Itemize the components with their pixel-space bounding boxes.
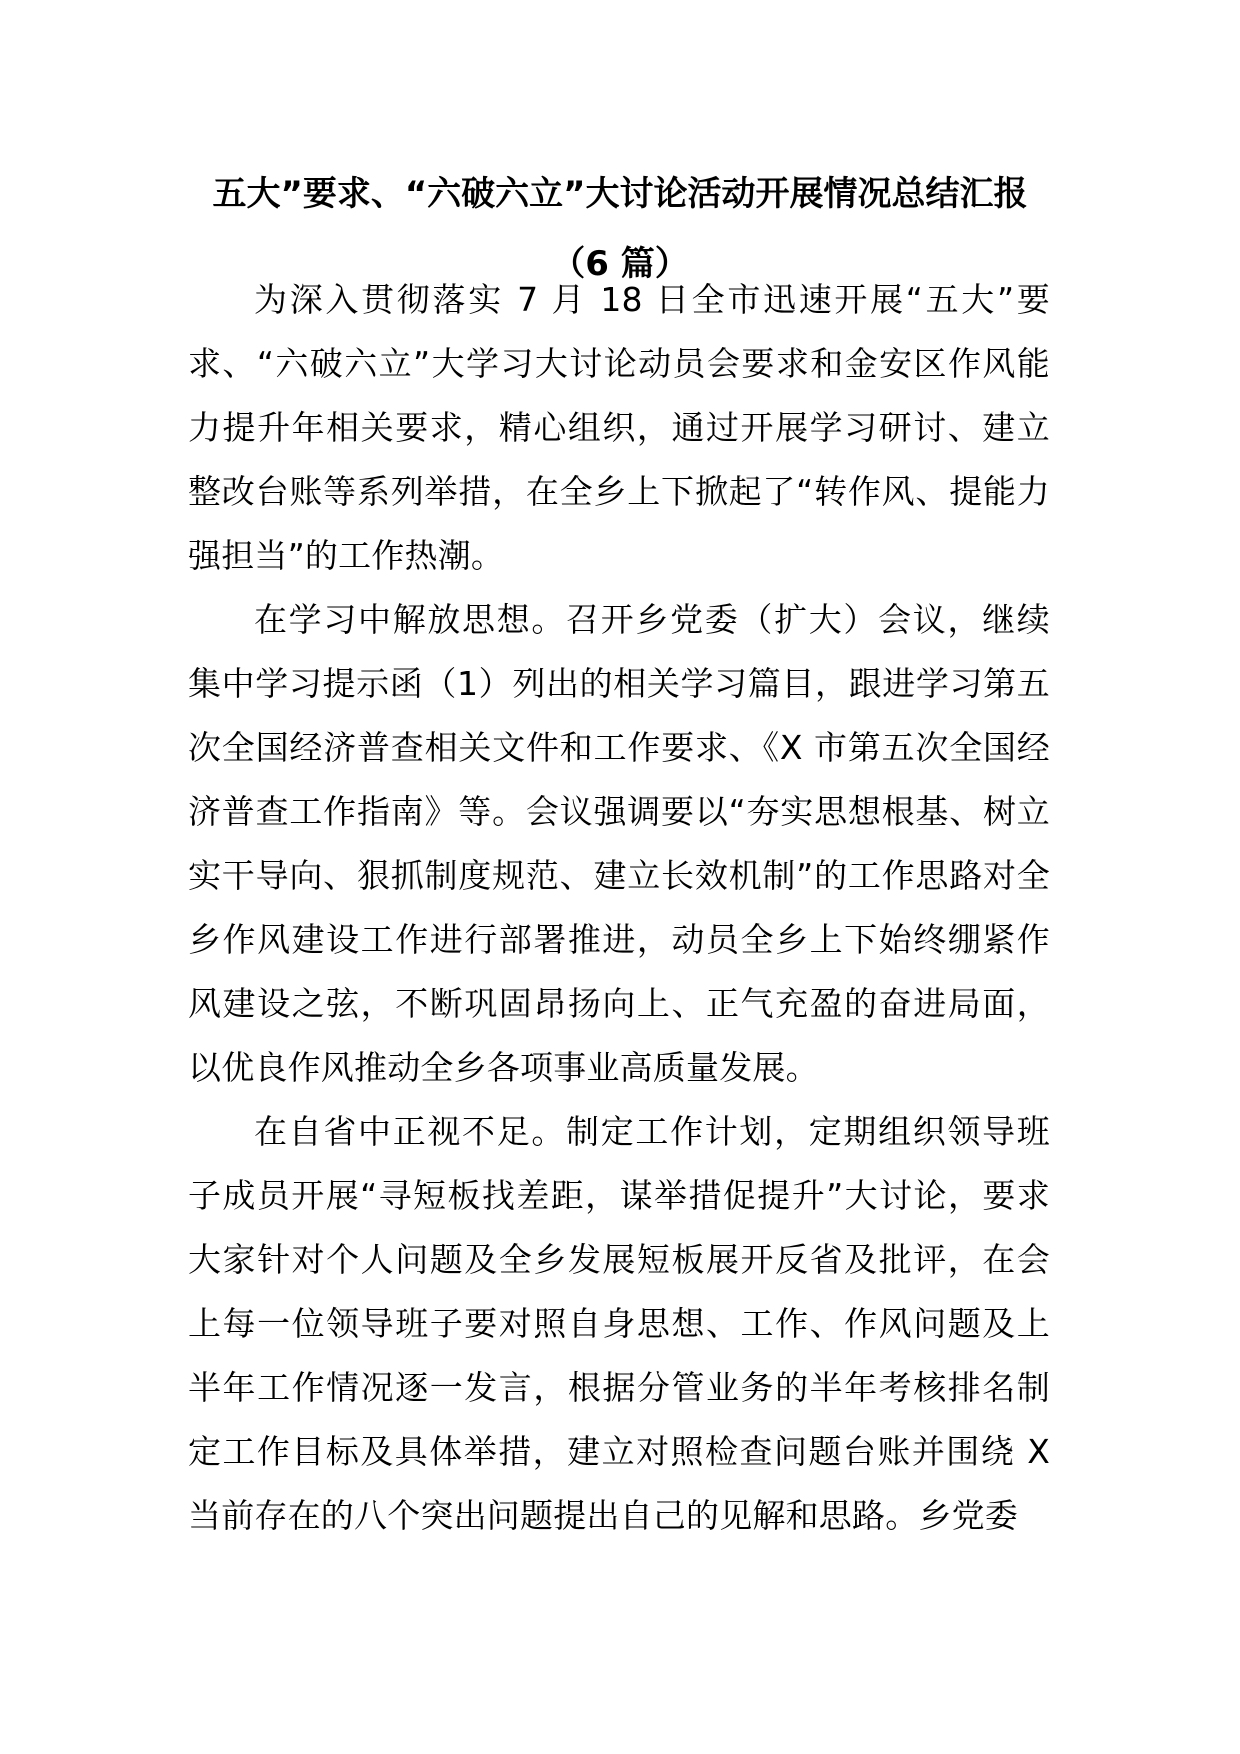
paragraph-1: 为深入贯彻落实 7 月 18 日全市迅速开展“五大”要求、“六破六立”大学习大讨论动员会要求和金安区作风能力提升年相关要求，精心组织，通过开展学习研讨、建立整改台账等系列举措，在全乡上下掀起了“转作风、提能力强担当”的工作热潮。 <box>188 280 1050 575</box>
paragraph-3: 在自省中正视不足。制定工作计划，定期组织领导班子成员开展“寻短板找差距，谋举措促提升”大讨论，要求大家针对个人问题及全乡发展短板展开反省及批评，在会上每一位领导班子要对照自身思想、工作、作风问题及上半年工作情况逐一发言，根据分管业务的半年考核排名制定工作目标及具体举措，建立对照检查问题台账并围绕 X当前存在的八个突出问题提出自己的见解和思路。乡党委 <box>188 1112 1050 1535</box>
document-title-line-1: 五大”要求、“六破六立”大讨论活动开展情况总结汇报 <box>212 174 1028 214</box>
document-body <box>188 268 1050 1548</box>
document-title-line-2: （6 篇） <box>551 244 689 284</box>
paragraph-2: 在学习中解放思想。召开乡党委（扩大）会议，继续集中学习提示函（1）列出的相关学习篇目，跟进学习第五次全国经济普查相关文件和工作要求、《X 市第五次全国经济普查工作指南》等。会议强调要以“夯实思想根基、树立实干导向、狠抓制度规范、建立长效机制”的工作思路对全乡作风建设工作进行部署推进，动员全乡上下始终绷紧作风建设之弦，不断巩固昂扬向上、正气充盈的奋进局面，以优良作风推动全乡各项事业高质量发展。 <box>188 600 1050 1087</box>
